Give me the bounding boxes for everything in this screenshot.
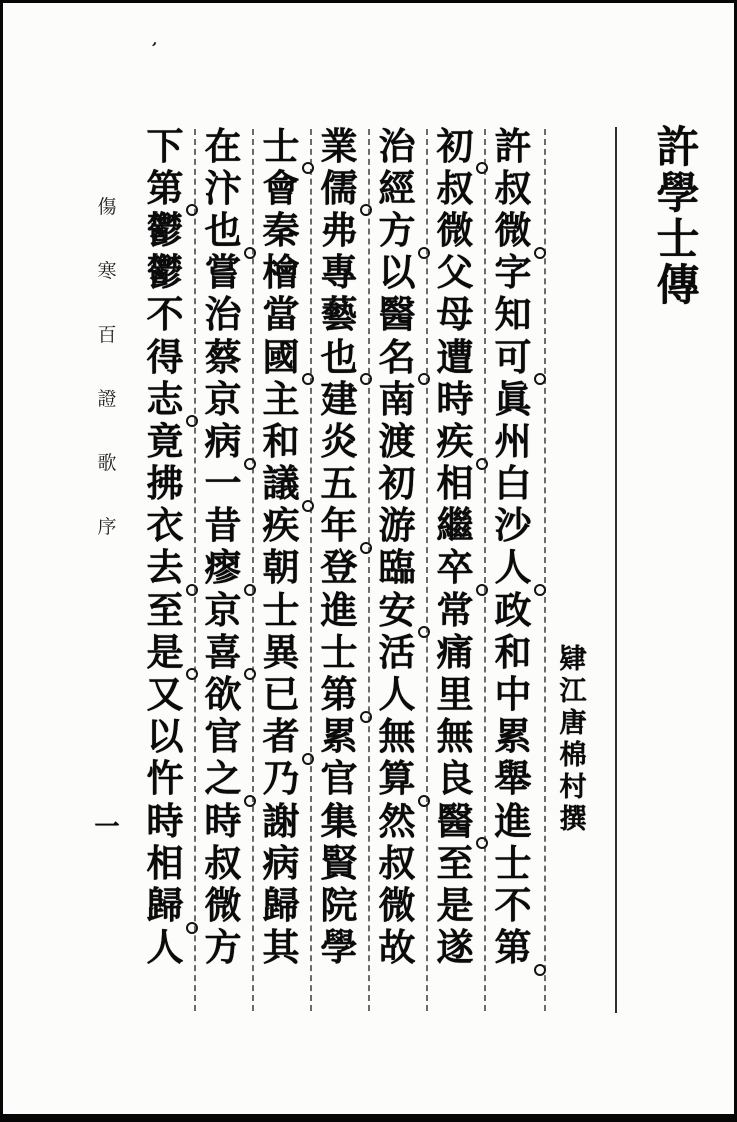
char-cell: 竟 xyxy=(146,418,184,463)
margin-series-title xyxy=(94,175,120,559)
char-cell: 得 xyxy=(146,334,184,379)
char-cell: 檜 xyxy=(262,250,300,295)
punctuation-circle xyxy=(534,964,546,976)
char-cell: 人 xyxy=(485,547,541,589)
char-cell: 士 xyxy=(253,125,309,167)
char-cell: 常 xyxy=(436,587,474,632)
char-cell: 乃 xyxy=(262,756,300,801)
char-cell: 知 xyxy=(494,292,532,337)
char-cell: 時 xyxy=(146,798,184,843)
char-cell: 相 xyxy=(436,461,474,506)
char-cell: 鬱 xyxy=(146,207,184,252)
char-cell: 去 xyxy=(137,547,193,589)
char-cell: 良 xyxy=(436,756,474,801)
char-cell: 叔 xyxy=(494,165,532,210)
char-cell: 可 xyxy=(485,336,541,378)
char-cell: 院 xyxy=(320,882,358,927)
char-cell: 醫 xyxy=(427,800,483,842)
char-cell: 進 xyxy=(320,587,358,632)
char-cell: 微 xyxy=(378,882,416,927)
char-cell: 國 xyxy=(253,336,309,378)
char-cell: 故 xyxy=(378,925,416,970)
char-cell: 昔 xyxy=(204,503,242,548)
char-cell: 痛 xyxy=(436,629,474,674)
char-cell: 無 xyxy=(378,714,416,759)
char-cell: 傳 xyxy=(656,260,700,311)
body-column-2 xyxy=(427,125,483,969)
body-column-1 xyxy=(485,125,541,969)
char-cell: 微 xyxy=(485,209,541,251)
char-cell: 士 xyxy=(320,629,358,674)
char-cell: 序 xyxy=(97,515,117,538)
char-cell: 政 xyxy=(494,587,532,632)
char-cell: 官 xyxy=(320,756,358,801)
char-cell: 傷 xyxy=(97,195,117,218)
char-cell: 累 xyxy=(320,714,358,759)
char-cell: 也 xyxy=(195,209,251,251)
char-cell: 南 xyxy=(378,376,416,421)
body-column-7 xyxy=(137,125,193,969)
char-cell: 治 xyxy=(204,292,242,337)
char-cell: 算 xyxy=(369,758,425,800)
char-cell: 不 xyxy=(494,882,532,927)
char-cell: 活 xyxy=(378,629,416,674)
char-cell: 鬱 xyxy=(146,250,184,295)
char-cell: 賢 xyxy=(320,840,358,885)
char-cell: 許 xyxy=(656,122,700,173)
char-cell: 治 xyxy=(378,123,416,168)
char-cell: 以 xyxy=(146,714,184,759)
char-cell: 瘳 xyxy=(195,547,251,589)
char-cell: 撰 xyxy=(559,803,587,835)
char-cell: 士 xyxy=(494,840,532,885)
char-cell: 肄 xyxy=(559,643,587,675)
char-cell: 官 xyxy=(204,714,242,759)
char-cell: 方 xyxy=(204,925,242,970)
char-cell: 初 xyxy=(427,125,483,167)
char-cell: 其 xyxy=(262,925,300,970)
char-cell: 經 xyxy=(378,165,416,210)
char-cell: 疾 xyxy=(427,420,483,462)
char-cell: 微 xyxy=(204,882,242,927)
char-cell: 然 xyxy=(378,798,416,843)
char-cell: 歌 xyxy=(97,451,117,474)
char-cell: 是 xyxy=(436,882,474,927)
char-cell: 喜 xyxy=(195,631,251,673)
char-cell: 炎 xyxy=(320,418,358,463)
char-cell: 白 xyxy=(494,461,532,506)
char-cell: 士 xyxy=(262,587,300,632)
column-rule xyxy=(615,127,617,1013)
char-cell: 弗 xyxy=(320,207,358,252)
char-cell: 之 xyxy=(195,758,251,800)
char-cell: 渡 xyxy=(378,418,416,463)
char-cell: 蔡 xyxy=(204,334,242,379)
char-cell: 朝 xyxy=(262,545,300,590)
char-cell: 歸 xyxy=(262,882,300,927)
char-cell: 專 xyxy=(320,250,358,295)
char-cell: 安 xyxy=(369,589,425,631)
char-cell: 一 xyxy=(94,811,120,841)
char-cell: 時 xyxy=(436,376,474,421)
char-cell: 第 xyxy=(311,673,367,715)
char-cell: 下 xyxy=(146,123,184,168)
char-cell: 父 xyxy=(436,250,474,295)
char-cell: 名 xyxy=(369,336,425,378)
char-cell: 沙 xyxy=(494,503,532,548)
char-cell: 和 xyxy=(262,418,300,463)
char-cell: 汴 xyxy=(204,165,242,210)
char-cell: 和 xyxy=(494,629,532,674)
char-cell: 許 xyxy=(494,123,532,168)
char-cell: 微 xyxy=(436,207,474,252)
char-cell: 秦 xyxy=(262,207,300,252)
char-cell: 以 xyxy=(378,250,416,295)
char-cell: 叔 xyxy=(436,165,474,210)
char-cell: 時 xyxy=(204,798,242,843)
char-cell: 拂 xyxy=(146,461,184,506)
char-cell: 臨 xyxy=(378,545,416,590)
char-cell: 方 xyxy=(369,209,425,251)
char-cell: 累 xyxy=(494,714,532,759)
char-cell: 初 xyxy=(378,461,416,506)
char-cell: 至 xyxy=(146,587,184,632)
char-cell: 遭 xyxy=(436,334,474,379)
column-rule xyxy=(544,129,546,1011)
char-cell: 疾 xyxy=(262,503,300,548)
char-cell: 主 xyxy=(262,376,300,421)
char-cell: 學 xyxy=(656,168,700,219)
char-cell: 叔 xyxy=(204,840,242,885)
char-cell: 是 xyxy=(137,631,193,673)
char-cell: 謝 xyxy=(262,798,300,843)
char-cell: 已 xyxy=(262,672,300,717)
char-cell: 會 xyxy=(262,165,300,210)
char-cell: 寒 xyxy=(97,259,117,282)
char-cell: 年 xyxy=(311,505,367,547)
char-cell: 一 xyxy=(204,461,242,506)
char-cell: 字 xyxy=(494,250,532,295)
char-cell: 醫 xyxy=(378,292,416,337)
char-cell: 卒 xyxy=(427,547,483,589)
char-cell: 母 xyxy=(436,292,474,337)
char-cell: 相 xyxy=(146,840,184,885)
char-cell: 病 xyxy=(262,840,300,885)
char-cell: 業 xyxy=(320,123,358,168)
char-cell: 異 xyxy=(262,629,300,674)
title-column xyxy=(646,122,710,311)
char-cell: 舉 xyxy=(494,756,532,801)
char-cell: 藝 xyxy=(320,292,358,337)
char-cell: 中 xyxy=(494,672,532,717)
char-cell: 進 xyxy=(494,798,532,843)
char-cell: 衣 xyxy=(146,503,184,548)
char-cell: 江 xyxy=(559,675,587,707)
char-cell: 也 xyxy=(311,336,367,378)
char-cell: 游 xyxy=(378,503,416,548)
char-cell: 至 xyxy=(436,840,474,885)
char-cell: 京 xyxy=(204,376,242,421)
char-cell: 議 xyxy=(253,463,309,505)
page-number xyxy=(92,811,122,841)
body-column-5 xyxy=(253,125,309,969)
char-cell: 嘗 xyxy=(204,250,242,295)
char-cell: 證 xyxy=(97,387,117,410)
char-cell: 不 xyxy=(146,292,184,337)
attribution-column xyxy=(556,643,590,835)
char-cell: 集 xyxy=(320,798,358,843)
char-cell: 歸 xyxy=(137,884,193,926)
char-cell: 第 xyxy=(485,927,541,969)
body-column-3 xyxy=(369,125,425,969)
char-cell: 病 xyxy=(195,420,251,462)
char-cell: 叔 xyxy=(378,840,416,885)
body-column-6 xyxy=(195,125,251,969)
char-cell: 第 xyxy=(137,167,193,209)
char-cell: 學 xyxy=(320,925,358,970)
char-cell: 京 xyxy=(204,587,242,632)
char-cell: 士 xyxy=(656,214,700,265)
char-cell: 在 xyxy=(204,123,242,168)
char-cell: 志 xyxy=(137,378,193,420)
char-cell: 欲 xyxy=(204,672,242,717)
char-cell: 村 xyxy=(559,771,587,803)
char-cell: 棉 xyxy=(559,739,587,771)
print-speck: ’ xyxy=(149,38,159,58)
char-cell: 五 xyxy=(320,461,358,506)
char-cell: 州 xyxy=(494,418,532,463)
char-cell: 里 xyxy=(436,672,474,717)
body-column-4 xyxy=(311,125,367,969)
char-cell: 人 xyxy=(146,925,184,970)
char-cell: 繼 xyxy=(436,503,474,548)
char-cell: 唐 xyxy=(559,707,587,739)
char-cell: 當 xyxy=(262,292,300,337)
char-cell: 無 xyxy=(436,714,474,759)
char-cell: 儒 xyxy=(311,167,367,209)
char-cell: 建 xyxy=(320,376,358,421)
char-cell: 眞 xyxy=(494,376,532,421)
char-cell: 登 xyxy=(320,545,358,590)
char-cell: 又 xyxy=(146,672,184,717)
char-cell: 忤 xyxy=(146,756,184,801)
char-cell: 百 xyxy=(97,323,117,346)
char-cell: 遂 xyxy=(436,925,474,970)
char-cell: 人 xyxy=(378,672,416,717)
char-cell: 者 xyxy=(253,716,309,758)
